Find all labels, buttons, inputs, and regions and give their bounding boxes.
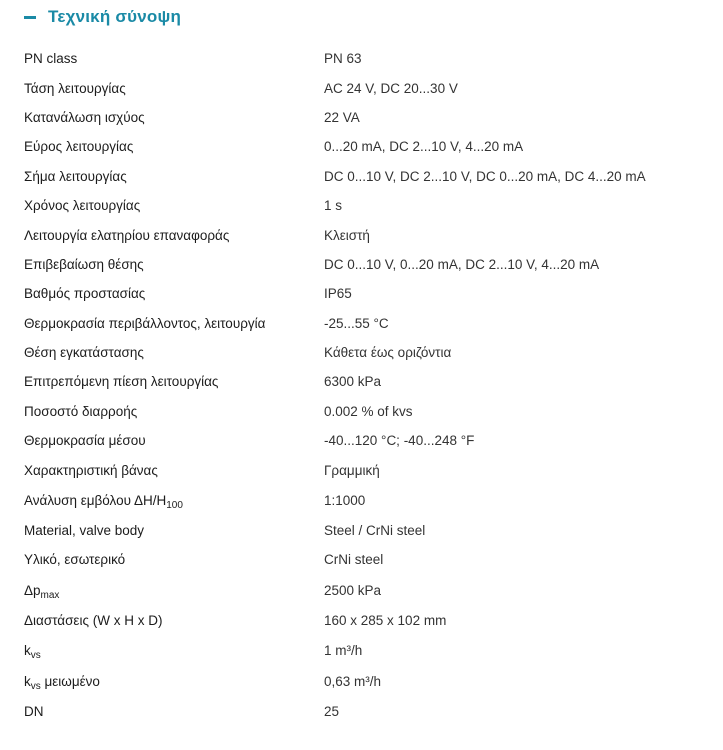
spec-label-text: Δp	[24, 582, 41, 598]
spec-value: CrNi steel	[324, 552, 384, 568]
spec-label	[24, 674, 324, 693]
spec-row	[24, 220, 704, 249]
spec-row	[24, 191, 704, 220]
spec-label	[24, 643, 324, 662]
spec-row	[24, 575, 704, 606]
spec-value: DC 0...10 V, 0...20 mA, DC 2...10 V, 4...20 mA	[324, 256, 600, 272]
spec-label-subscript: vs	[30, 650, 41, 662]
spec-label: Λειτουργία ελατηρίου επαναφοράς	[24, 227, 230, 243]
section-title: Τεχνική σύνοψη	[48, 7, 182, 26]
spec-value: 0.002 % of kvs	[324, 403, 413, 419]
spec-label: PN class	[24, 51, 78, 67]
spec-row	[24, 516, 704, 545]
spec-label: Χαρακτηριστική βάνας	[24, 462, 158, 478]
spec-row	[24, 132, 704, 161]
spec-value: 1 m³/h	[324, 643, 363, 659]
spec-row	[24, 697, 704, 726]
spec-value: Γραμμική	[324, 462, 380, 478]
spec-row	[24, 426, 704, 455]
spec-label: Σήμα λειτουργίας	[24, 168, 127, 184]
spec-label: Material, valve body	[24, 523, 145, 539]
spec-row	[24, 44, 704, 73]
spec-label: Υλικό, εσωτερικό	[24, 552, 126, 568]
spec-label: Επιβεβαίωση θέσης	[24, 256, 144, 272]
spec-label: Θερμοκρασία μέσου	[24, 433, 146, 449]
spec-value: 25	[324, 704, 340, 720]
spec-label: Θέση εγκατάστασης	[24, 345, 144, 361]
spec-label: Διαστάσεις (W x H x D)	[24, 612, 163, 628]
spec-label: Βαθμός προστασίας	[24, 286, 146, 302]
section-header[interactable]	[24, 4, 181, 30]
spec-label: Θερμοκρασία περιβάλλοντος, λειτουργία	[24, 315, 266, 331]
spec-value: 22 VA	[324, 109, 360, 125]
spec-value: 1 s	[324, 198, 343, 214]
spec-label: Επιτρεπόμενη πίεση λειτουργίας	[24, 374, 219, 390]
spec-value: AC 24 V, DC 20...30 V	[324, 80, 458, 96]
spec-label: DN	[24, 704, 44, 720]
spec-value: 2500 kPa	[324, 582, 382, 598]
spec-value: DC 0...10 V, DC 2...10 V, DC 0...20 mA, DC 4...20 mA	[324, 168, 646, 184]
spec-label: Κατανάλωση ισχύος	[24, 109, 145, 125]
spec-row	[24, 606, 704, 635]
spec-label: Ποσοστό διαρροής	[24, 403, 138, 419]
spec-value: 0...20 mA, DC 2...10 V, 4...20 mA	[324, 139, 524, 155]
spec-label-text: k	[24, 674, 31, 690]
spec-row	[24, 397, 704, 426]
spec-row	[24, 485, 704, 516]
spec-row	[24, 162, 704, 191]
spec-label-subscript: 100	[166, 499, 183, 511]
spec-value: Κλειστή	[324, 227, 370, 243]
spec-value: 0,63 m³/h	[324, 674, 382, 690]
spec-label	[24, 582, 324, 601]
spec-label-text: Ανάλυση εμβόλου ΔΗ/Η	[24, 492, 167, 508]
minus-icon	[24, 16, 36, 19]
spec-label: Εύρος λειτουργίας	[24, 139, 134, 155]
spec-row	[24, 545, 704, 574]
spec-row	[24, 338, 704, 367]
spec-row	[24, 455, 704, 484]
spec-value: 160 x 285 x 102 mm	[324, 612, 447, 628]
spec-label: Τάση λειτουργίας	[24, 80, 126, 96]
spec-label: Χρόνος λειτουργίας	[24, 198, 141, 214]
spec-value: Steel / CrNi steel	[324, 523, 426, 539]
spec-row	[24, 73, 704, 102]
spec-table	[24, 44, 704, 726]
spec-value: 1:1000	[324, 492, 366, 508]
spec-row	[24, 309, 704, 338]
spec-row	[24, 666, 704, 697]
spec-label-suffix: μειωμένο	[40, 674, 100, 690]
spec-value: IP65	[324, 286, 352, 302]
spec-value: PN 63	[324, 51, 362, 67]
spec-value: -40...120 °C; -40...248 °F	[324, 433, 475, 449]
spec-label	[24, 492, 324, 511]
spec-row	[24, 103, 704, 132]
spec-value: -25...55 °C	[324, 315, 389, 331]
spec-label-subscript: vs	[30, 681, 41, 693]
spec-row	[24, 279, 704, 308]
spec-value: Κάθετα έως οριζόντια	[324, 345, 452, 361]
spec-row	[24, 635, 704, 666]
spec-label-text: k	[24, 643, 31, 659]
spec-row	[24, 367, 704, 396]
spec-row	[24, 250, 704, 279]
spec-label-subscript: max	[40, 589, 60, 601]
spec-value: 6300 kPa	[324, 374, 382, 390]
